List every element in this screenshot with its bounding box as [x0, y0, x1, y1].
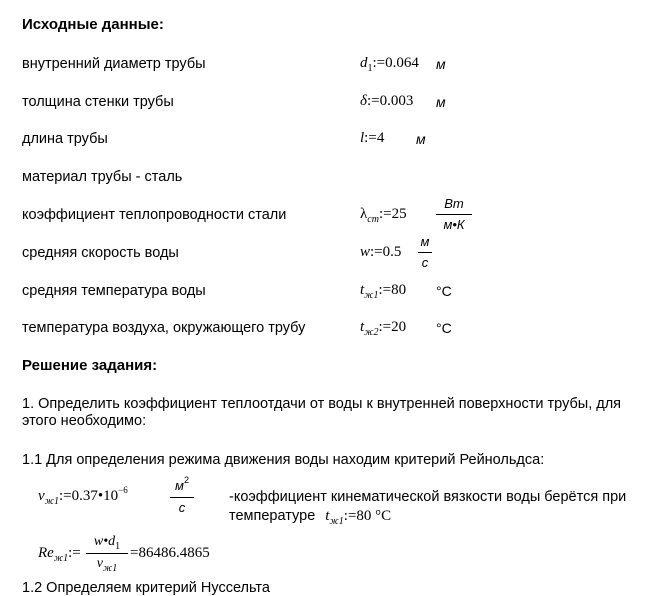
re-fraction: $w•d_1$ $\nu_{ж1}$: [86, 534, 128, 573]
param-unit-length: м: [416, 131, 426, 147]
step1-text-cont: этого необходимо:: [22, 413, 147, 429]
param-label-diameter: внутренний диаметр трубы: [22, 56, 206, 72]
param-label-wall: толщина стенки трубы: [22, 94, 174, 110]
param-unit-wall: м: [436, 94, 446, 110]
param-unit-velocity: м с: [418, 234, 432, 271]
param-unit-diameter: м: [436, 56, 446, 72]
heading-initial-data: Исходные данные:: [22, 16, 164, 33]
re-result: =86486.4865: [130, 545, 210, 561]
param-formula-diameter: $d_1:=0.064$: [360, 55, 419, 74]
step11-text: 1.1 Для определения режима движения воды находим критерий Рейнольдса:: [22, 452, 545, 468]
param-label-velocity: средняя скорость воды: [22, 245, 179, 261]
nu-unit: $м^2$ с: [170, 478, 194, 516]
param-label-material: материал трубы - сталь: [22, 169, 183, 185]
heading-solution: Решение задания:: [22, 357, 158, 374]
nu-formula: $\nu_{ж1}:=0.37•10^{-6}$: [38, 485, 128, 507]
param-formula-air-temp: $t_{ж2}:=20$: [360, 319, 407, 338]
nu-comment: -коэффициент кинематической вязкости воды берётся при: [229, 489, 627, 505]
param-formula-wall: δ:=0.003: [360, 93, 414, 109]
param-formula-length: l:=4: [360, 130, 385, 146]
step12-text-cutoff: 1.2 Определяем критерий Нуссельта: [22, 580, 270, 596]
param-formula-velocity: w:=0.5: [360, 244, 402, 260]
param-label-air-temp: температура воздуха, окружающего трубу: [22, 320, 306, 336]
re-lhs: $Re_{ж1}:=$: [38, 545, 81, 564]
param-formula-water-temp: $t_{ж1}:=80$: [360, 282, 407, 301]
param-unit-water-temp: °С: [436, 283, 452, 299]
param-unit-conductivity: Вт м•К: [436, 196, 472, 233]
param-label-conductivity: коэффициент теплопроводности стали: [22, 207, 287, 223]
param-label-water-temp: средняя температура воды: [22, 283, 206, 299]
param-formula-conductivity: $\lambda_{ст}:=25$: [360, 206, 407, 225]
nu-comment-temp: температуре $t_{ж1}:=80$ °С: [229, 508, 392, 527]
step1-text: 1. Определить коэффициент теплоотдачи от воды к внутренней поверхности трубы, для: [22, 396, 622, 412]
param-unit-air-temp: °С: [436, 320, 452, 336]
param-label-length: длина трубы: [22, 131, 108, 147]
